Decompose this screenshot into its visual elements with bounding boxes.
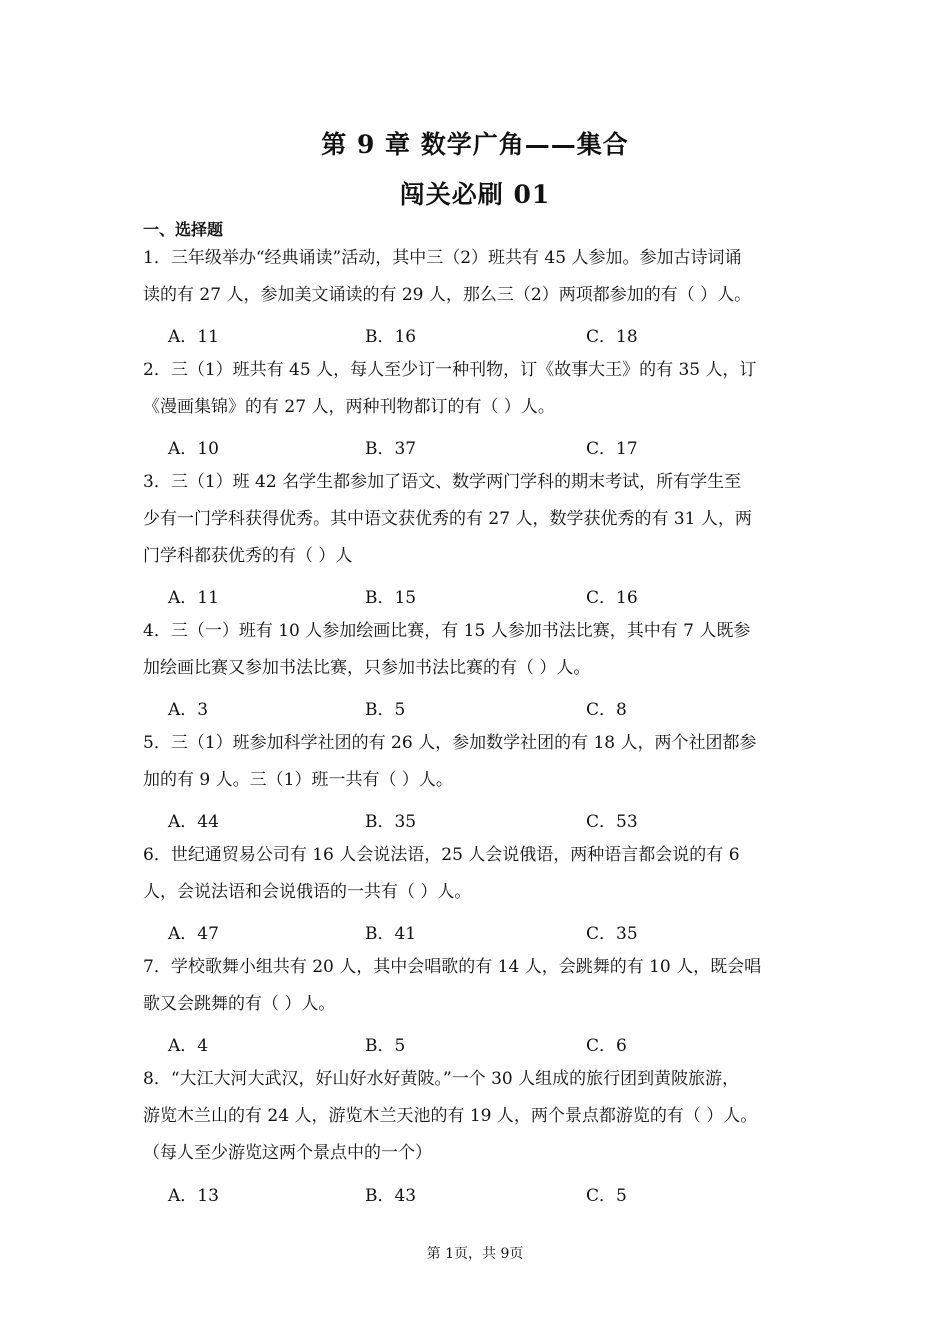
question-4: [143, 613, 813, 687]
question-line: 6．世纪通贸易公司有 16 人会说法语，25 人会说俄语，两种语言都会说的有 6: [143, 845, 740, 865]
options-2: [168, 434, 808, 464]
question-1: [143, 240, 813, 314]
option-b: B．37: [365, 439, 417, 459]
options-7: [168, 1031, 808, 1061]
subtitle: 闯关必刷 01: [399, 180, 551, 209]
option-c: C．8: [586, 700, 627, 720]
option-b: B．5: [365, 1036, 406, 1056]
option-c: C．6: [586, 1036, 627, 1056]
option-a: A．3: [168, 700, 209, 720]
option-c: C．5: [586, 1186, 627, 1206]
question-line: 8．“大江大河大武汉，好山好水好黄陂。”一个 30 人组成的旅行团到黄陂旅游，: [143, 1069, 740, 1089]
question-line: 加的有 9 人。三（1）班一共有（ ）人。: [143, 770, 453, 790]
question-line: 加绘画比赛又参加书法比赛，只参加书法比赛的有（ ）人。: [143, 658, 591, 678]
option-c: C．53: [586, 812, 638, 832]
option-a: A．10: [168, 439, 219, 459]
option-b: B．5: [365, 700, 406, 720]
question-line: 5．三（1）班参加科学社团的有 26 人，参加数学社团的有 18 人，两个社团都参: [143, 733, 757, 753]
options-8: [168, 1181, 808, 1211]
option-a: A．13: [168, 1186, 219, 1206]
question-line: （每人至少游览这两个景点中的一个）: [143, 1143, 432, 1163]
question-7: [143, 949, 813, 1023]
option-b: B．35: [365, 812, 417, 832]
option-b: B．15: [365, 588, 417, 608]
options-4: [168, 695, 808, 725]
option-a: A．11: [168, 327, 219, 347]
question-line: 歌又会跳舞的有（ ）人。: [143, 994, 336, 1014]
option-b: B．41: [365, 924, 417, 944]
question-line: 《漫画集锦》的有 27 人，两种刊物都订的有（ ）人。: [143, 397, 555, 417]
options-5: [168, 807, 808, 837]
section-heading: 一、选择题: [143, 220, 224, 239]
option-b: B．16: [365, 327, 417, 347]
question-5: [143, 725, 813, 799]
option-c: C．35: [586, 924, 638, 944]
options-3: [168, 583, 808, 613]
option-c: C．17: [586, 439, 638, 459]
question-line: 人，会说法语和会说俄语的一共有（ ）人。: [143, 882, 472, 902]
question-2: [143, 352, 813, 426]
question-8: [143, 1061, 813, 1172]
chapter-title: 第 9 章 数学广角——集合: [321, 130, 629, 159]
question-line: 读的有 27 人，参加美文诵读的有 29 人，那么三（2）两项都参加的有（ ）人。: [143, 285, 752, 305]
page-footer: 第 1页，共 9页: [426, 1246, 524, 1262]
question-6: [143, 837, 813, 911]
question-line: 3．三（1）班 42 名学生都参加了语文、数学两门学科的期末考试，所有学生至: [143, 472, 742, 492]
option-c: C．18: [586, 327, 638, 347]
question-3: [143, 464, 813, 575]
question-line: 2．三（1）班共有 45 人，每人至少订一种刊物，订《故事大王》的有 35 人，订: [143, 360, 757, 380]
option-c: C．16: [586, 588, 638, 608]
question-line: 4．三（一）班有 10 人参加绘画比赛，有 15 人参加书法比赛，其中有 7 人既参: [143, 621, 751, 641]
question-line: 游览木兰山的有 24 人，游览木兰天池的有 19 人，两个景点都游览的有（ ）人。: [143, 1106, 758, 1126]
question-line: 门学科都获优秀的有（ ）人: [143, 546, 353, 566]
option-b: B．43: [365, 1186, 417, 1206]
options-6: [168, 919, 808, 949]
option-a: A．47: [168, 924, 219, 944]
option-a: A．44: [168, 812, 219, 832]
options-1: [168, 322, 808, 352]
question-line: 少有一门学科获得优秀。其中语文获优秀的有 27 人，数学获优秀的有 31 人，两: [143, 509, 752, 529]
option-a: A．4: [168, 1036, 209, 1056]
question-line: 7．学校歌舞小组共有 20 人，其中会唱歌的有 14 人，会跳舞的有 10 人，既会唱: [143, 957, 762, 977]
question-line: 1．三年级举办“经典诵读”活动，其中三（2）班共有 45 人参加。参加古诗词诵: [143, 248, 742, 268]
option-a: A．11: [168, 588, 219, 608]
